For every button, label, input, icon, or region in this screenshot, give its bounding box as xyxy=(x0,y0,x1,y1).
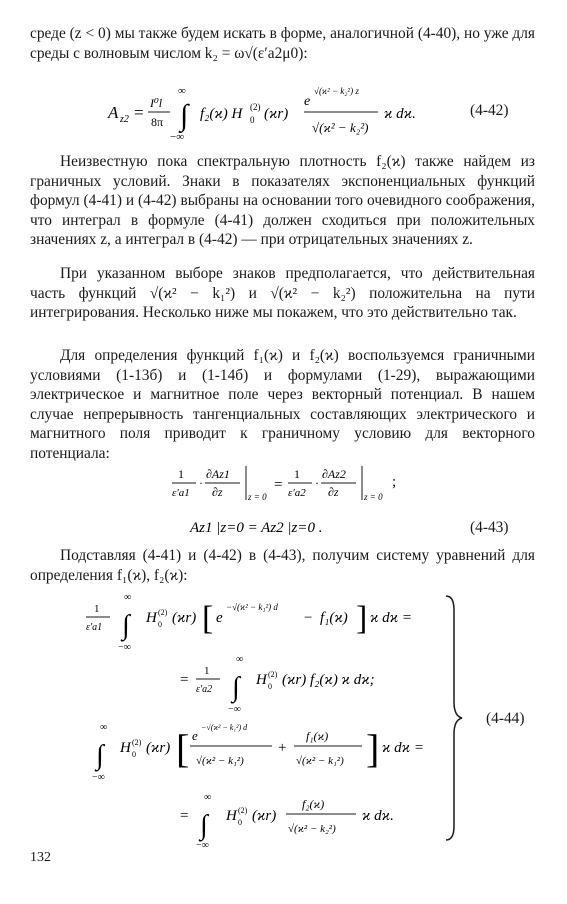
svg-text:−√(ϰ² − k₁²) d: −√(ϰ² − k₁²) d xyxy=(226,602,278,612)
page-number: 132 xyxy=(30,850,51,865)
svg-text:∞: ∞ xyxy=(124,592,132,603)
svg-text:(2): (2) xyxy=(158,608,168,617)
svg-text:1: 1 xyxy=(204,665,210,677)
svg-text:e: e xyxy=(216,610,223,626)
eq-lower-limit: −∞ xyxy=(170,131,185,143)
svg-text:+: + xyxy=(278,740,287,756)
svg-text:ϰ dϰ =: ϰ dϰ = xyxy=(370,610,412,626)
eq43-eval: z = 0 xyxy=(248,492,267,502)
eq-integrand: f₂(ϰ) H xyxy=(200,106,243,122)
eq-denominator: √(ϰ² − k₂²) xyxy=(312,120,369,135)
svg-text:0: 0 xyxy=(158,620,162,629)
eq44-row4 xyxy=(180,792,394,848)
svg-text:=: = xyxy=(180,672,189,688)
svg-text:]: ] xyxy=(366,726,380,771)
svg-text:f₁(ϰ): f₁(ϰ) xyxy=(320,610,348,626)
eq43-eval-r: z = 0 xyxy=(364,492,383,502)
svg-text:H: H xyxy=(226,808,237,824)
svg-text:−: − xyxy=(304,610,313,626)
eq43-l-dden: ∂z xyxy=(212,485,223,499)
svg-text:[: [ xyxy=(202,600,214,637)
eq-lhs-sub: z2 xyxy=(120,114,129,125)
eq-upper-limit: ∞ xyxy=(178,85,186,97)
eq43-r-num: 1 xyxy=(294,467,300,481)
svg-text:(2): (2) xyxy=(132,738,142,747)
eq-tail: ϰ dϰ. xyxy=(384,106,416,122)
paragraph-sign-choice: При указанном выборе знаков предполагается, что действительная часть функций √(ϰ² − k₁²) и √(ϰ² − k₂²) положительна на пути интегрирования. Несколько ниже мы покажем, что это действительно так. xyxy=(30,265,535,322)
eq43-l-dnum: ∂Az1 xyxy=(206,467,230,481)
svg-text:−∞: −∞ xyxy=(92,772,105,783)
eq-lhs: A xyxy=(108,103,119,122)
eq-coef-den: 8π xyxy=(151,115,164,129)
svg-text:∫: ∫ xyxy=(200,810,208,841)
svg-text:∞: ∞ xyxy=(236,654,244,665)
svg-text:ϰ dϰ =: ϰ dϰ = xyxy=(382,740,424,756)
svg-text:∫: ∫ xyxy=(232,672,240,703)
svg-text:−∞: −∞ xyxy=(228,704,241,715)
svg-text:e: e xyxy=(192,728,198,743)
svg-text:=: = xyxy=(274,477,283,493)
svg-text:H: H xyxy=(146,610,157,626)
svg-text:(ϰr): (ϰr) xyxy=(172,610,197,626)
svg-text:−∞: −∞ xyxy=(118,642,131,653)
svg-text:(ϰr): (ϰr) xyxy=(252,808,277,824)
svg-text:0: 0 xyxy=(132,750,136,759)
equation-number: (4-44) xyxy=(486,710,525,727)
svg-text:(2): (2) xyxy=(268,670,278,679)
paragraph-spectral-density: Неизвестную пока спектральную плотность f₂(ϰ) также найдем из граничных условий. Знаки в показателях экспоненциальных функций формул (4-41) и (4-42) выбраны на основании того очевидного соображения, что интеграл в формуле (4-41) должен сходиться при положительных значениях z, а интеграл в (4-42) — при отрицательных значениях z. xyxy=(30,153,535,249)
svg-text:∫: ∫ xyxy=(122,610,130,641)
svg-text:−∞: −∞ xyxy=(196,840,209,848)
system-brace xyxy=(446,596,462,840)
eq43-end: ; xyxy=(392,474,397,490)
paragraph-boundary-conditions: Для определения функций f₁(ϰ) и f₂(ϰ) воспользуемся граничными условиями (1-13б) и (1-14б) и формулами (1-29), выражающими электрическое и магнитное поле через векторный потенциал. В нашем случае непрерывность тангенциальных составляющих электрического и магнитного поля приводит к граничному условию для векторного потенциала: xyxy=(30,347,535,462)
eq43-l-den: ε′a1 xyxy=(172,487,190,499)
svg-text:√(ϰ² − k₂²): √(ϰ² − k₂²) xyxy=(288,823,336,835)
eq-exp-power: √(ϰ² − k₂²) z xyxy=(314,86,359,96)
equation-number: (4-42) xyxy=(470,102,509,119)
svg-text:·: · xyxy=(199,476,203,490)
eq-coef-num: I⁰l xyxy=(150,96,163,110)
eq-hankel-arg: (ϰr) xyxy=(264,106,289,122)
svg-text:∫: ∫ xyxy=(96,740,104,771)
svg-text:0: 0 xyxy=(268,682,272,691)
svg-text:ϰ dϰ.: ϰ dϰ. xyxy=(362,808,394,824)
svg-text:=: = xyxy=(134,103,144,122)
eq43-r-dnum: ∂Az2 xyxy=(322,467,346,481)
svg-text:0: 0 xyxy=(238,818,242,827)
svg-text:]: ] xyxy=(356,600,368,637)
svg-text:f₁(ϰ): f₁(ϰ) xyxy=(306,729,329,743)
svg-text:(ϰr): (ϰr) xyxy=(146,740,171,756)
svg-text:ε′a2: ε′a2 xyxy=(196,684,213,695)
svg-text:∞: ∞ xyxy=(204,792,212,803)
eq43-r-den: ε′a2 xyxy=(288,487,306,499)
eq43-r-dden: ∂z xyxy=(328,485,339,499)
paragraph-substitution: Подставляя (4-41) и (4-42) в (4-43), получим систему уравнений для определения f₁(ϰ), f₂(ϰ): xyxy=(30,547,535,584)
svg-text:·: · xyxy=(315,476,319,490)
eq44-row1 xyxy=(86,592,412,653)
svg-text:−√(ϰ² − k₁²) d: −√(ϰ² − k₁²) d xyxy=(201,723,248,732)
integral-sign: ∫ xyxy=(180,99,189,132)
svg-text:(ϰr) f₂(ϰ) ϰ dϰ;: (ϰr) f₂(ϰ) ϰ dϰ; xyxy=(282,672,375,688)
eq-exp-base: e xyxy=(304,94,311,109)
equation-number: (4-43) xyxy=(470,519,509,536)
svg-text:√(ϰ² − k₁²): √(ϰ² − k₁²) xyxy=(296,755,344,767)
equation-4-44-formula xyxy=(80,590,475,848)
eq43-l-num: 1 xyxy=(178,467,184,481)
eq-hankel-sub: 0 xyxy=(250,115,255,125)
svg-text:[: [ xyxy=(176,726,190,771)
eq44-row2 xyxy=(180,654,375,715)
svg-text:∞: ∞ xyxy=(100,722,108,733)
paragraph-intro: среде (z < 0) мы также будем искать в форме, аналогичной (4-40), но уже для среды с волновым числом k₂ = ω√(ε′a2μ0): xyxy=(30,25,535,62)
svg-text:H: H xyxy=(256,672,267,688)
svg-text:(2): (2) xyxy=(238,806,248,815)
svg-text:=: = xyxy=(180,808,189,824)
svg-text:1: 1 xyxy=(94,603,100,615)
eq43-line2: Az1 |z=0 = Az2 |z=0 . xyxy=(190,520,323,536)
eq-hankel-sup: (2) xyxy=(250,102,261,112)
equation-4-42-formula xyxy=(100,80,440,146)
svg-text:f₂(ϰ): f₂(ϰ) xyxy=(302,797,325,811)
equation-4-43-formula xyxy=(170,462,430,544)
svg-text:√(ϰ² − k₁²): √(ϰ² − k₁²) xyxy=(196,755,244,767)
eq44-row3 xyxy=(92,722,424,783)
svg-text:H: H xyxy=(120,740,131,756)
svg-text:ε′a1: ε′a1 xyxy=(86,622,103,633)
